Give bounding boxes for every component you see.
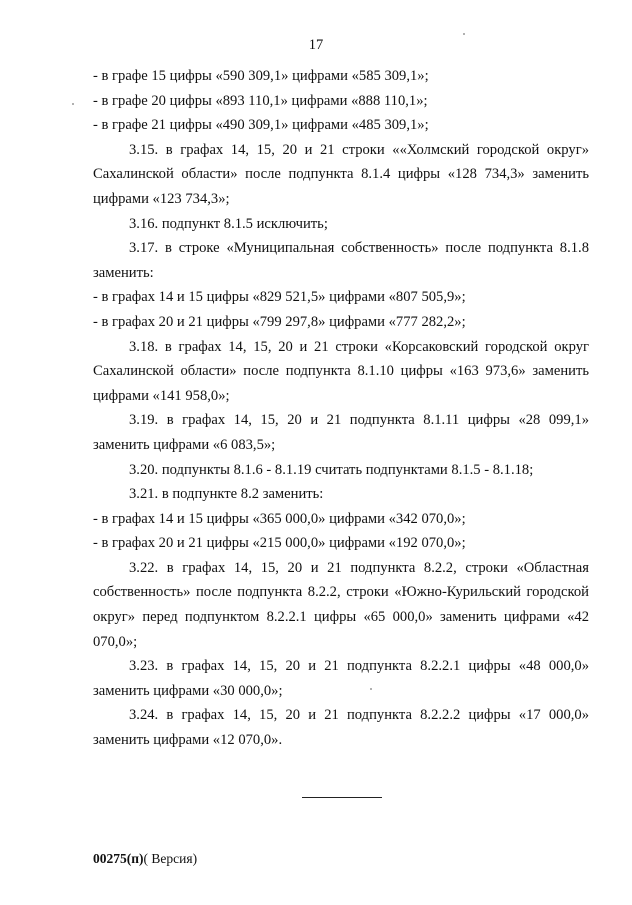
page-number: 17 (308, 37, 324, 53)
paragraph: 3.18. в графах 14, 15, 20 и 21 строки «Корсаковский городской округ Сахалинской области» после подпункта 8.1.10 цифры «163 973,6» заменить цифрами «141 958,0»; (93, 338, 589, 404)
paragraph: - в графах 14 и 15 цифры «365 000,0» цифрами «342 070,0»; (93, 510, 466, 527)
footer-document-code: 00275(п) (93, 851, 144, 866)
paragraph: 3.22. в графах 14, 15, 20 и 21 подпункта 8.2.2, строки «Областная собственность» после подпункта 8.2.2, строки «Южно-Курильский городской округ» перед подпунктом 8.2.2.1 цифры «65 000,0» заменить цифрами «42 070,0»; (93, 559, 589, 650)
paragraph: 3.23. в графах 14, 15, 20 и 21 подпункта 8.2.2.1 цифры «48 000,0» заменить цифрами «30 000,0»; (93, 658, 589, 699)
scan-speck (463, 33, 465, 35)
paragraph: - в графах 20 и 21 цифры «799 297,8» цифрами «777 282,2»; (93, 313, 466, 330)
closing-rule (302, 797, 382, 798)
paragraph: - в графе 21 цифры «490 309,1» цифрами «485 309,1»; (93, 117, 429, 134)
paragraph: - в графах 14 и 15 цифры «829 521,5» цифрами «807 505,9»; (93, 289, 466, 306)
paragraph: - в графе 15 цифры «590 309,1» цифрами «585 309,1»; (93, 68, 429, 84)
footer-version-label: ( Версия) (143, 851, 198, 866)
document-body (93, 64, 589, 753)
scan-speck (72, 103, 74, 105)
footer (93, 851, 197, 867)
paragraph: - в графе 20 цифры «893 110,1» цифрами «888 110,1»; (93, 92, 428, 109)
scan-speck (370, 688, 372, 690)
paragraph: 3.19. в графах 14, 15, 20 и 21 подпункта 8.1.11 цифры «28 099,1» заменить цифрами «6 083,5»; (93, 412, 589, 453)
paragraph: 3.24. в графах 14, 15, 20 и 21 подпункта 8.2.2.2 цифры «17 000,0» заменить цифрами «12 070,0». (93, 707, 589, 749)
paragraph: 3.17. в строке «Муниципальная собственность» после подпункта 8.1.8 заменить: (93, 240, 589, 281)
paragraph: 3.20. подпункты 8.1.6 - 8.1.19 считать подпунктами 8.1.5 - 8.1.18; (129, 461, 534, 478)
paragraph: 3.16. подпункт 8.1.5 исключить; (129, 215, 328, 232)
paragraph: 3.15. в графах 14, 15, 20 и 21 строки ««Холмский городской округ» Сахалинской области» после подпункта 8.1.4 цифры «128 734,3» заменить цифрами «123 734,3»; (93, 141, 589, 207)
paragraph: 3.21. в подпункте 8.2 заменить: (129, 486, 324, 503)
paragraph: - в графах 20 и 21 цифры «215 000,0» цифрами «192 070,0»; (93, 535, 466, 552)
